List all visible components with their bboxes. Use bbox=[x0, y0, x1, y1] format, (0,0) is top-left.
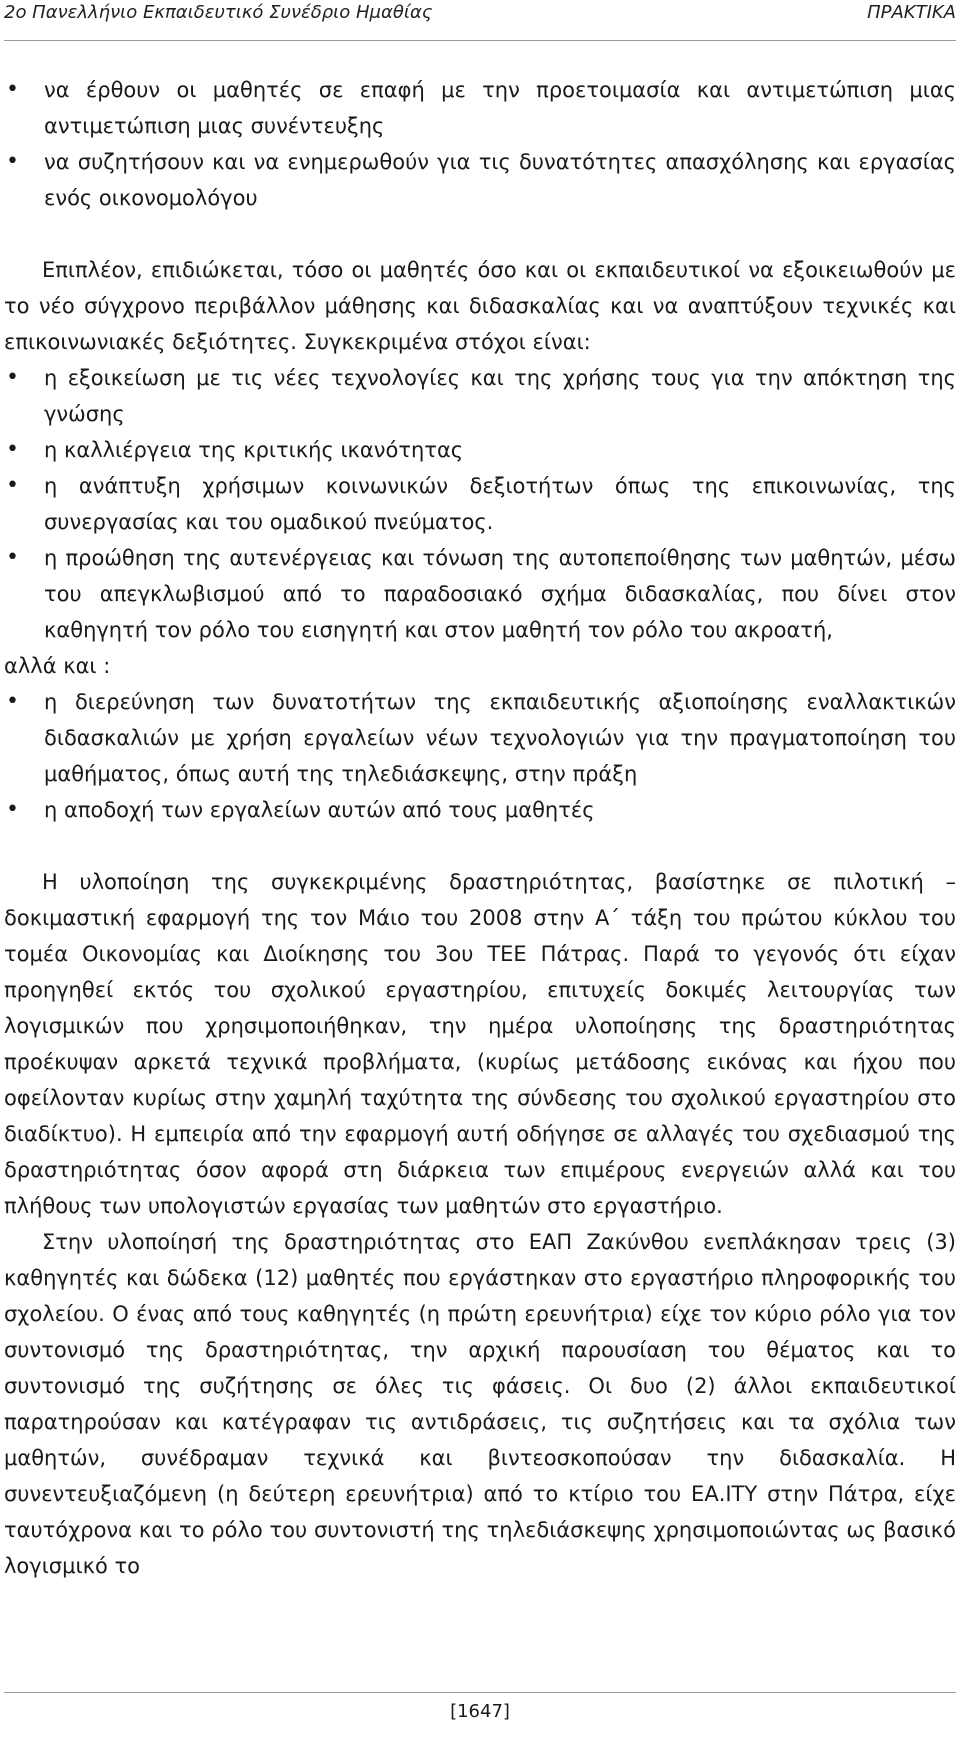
list-item: • να συζητήσουν και να ενημερωθούν για τις δυνατότητες απασχόλησης και εργασίας ενός οικονομολόγου bbox=[4, 144, 956, 216]
list-item: • η εξοικείωση με τις νέες τεχνολογίες και της χρήσης τους για την απόκτηση της γνώσης bbox=[4, 360, 956, 432]
section-label: ΠΡΑΚΤΙΚΑ bbox=[867, 2, 956, 23]
list-item: • η ανάπτυξη χρήσιμων κοινωνικών δεξιοτήτων όπως της επικοινωνίας, της συνεργασίας και του ομαδικού πνεύματος. bbox=[4, 468, 956, 540]
paragraph: Στην υλοποίησή της δραστηριότητας στο ΕΑΠ Ζακύνθου ενεπλάκησαν τρεις (3) καθηγητές και δώδεκα (12) μαθητές που εργάστηκαν στο εργαστήριο πληροφορικής του σχολείου. Ο ένας από τους καθηγητές (η πρώτη ερευνήτρια) είχε τον κύριο ρόλο για τον συντονισμό της δραστηριότητας, την αρχική παρουσίαση του θέματος και το συντονισμό της συζήτησης σε όλες τις φάσεις. Οι δυο (2) άλλοι εκπαιδευτικοί παρατηρούσαν και κατέγραφαν τις αντιδράσεις, τις συζητήσεις και τα σχόλια των μαθητών, συνέδραμαν τεχνικά και βιντεοσκοπούσαν την διδασκαλία. Η συνεντευξιαζόμενη (η δεύτερη ερευνήτρια) από το κτίριο του ΕΑ.ΙΤΥ στην Πάτρα, είχε ταυτόχρονα και το ρόλο του συντονιστή της τηλεδιάσκεψης χρησιμοποιώντας ως βασικό λογισμικό το bbox=[4, 1230, 956, 1578]
list-item: • η καλλιέργεια της κριτικής ικανότητας bbox=[4, 432, 956, 468]
paragraph: Επιπλέον, επιδιώκεται, τόσο οι μαθητές όσο και οι εκπαιδευτικοί να εξοικειωθούν με το νέο σύγχρονο περιβάλλον μάθησης και διδασκαλίας και να αναπτύξουν τεχνικές και επικοινωνιακές δεξιότητες. Συγκεκριμένα στόχοι είναι: bbox=[4, 258, 956, 354]
objectives-list-3 bbox=[4, 684, 956, 828]
objectives-list-2 bbox=[4, 360, 956, 648]
objectives-list-1 bbox=[4, 72, 956, 216]
paragraph: Η υλοποίηση της συγκεκριμένης δραστηριότητας, βασίστηκε σε πιλοτική – δοκιμαστική εφαρμογή της τον Μάιο του 2008 στην Α΄ τάξη του πρώτου κύκλου του τομέα Οικονομίας και Διοίκησης του 3ου ΤΕΕ Πάτρας. Παρά το γεγονός ότι είχαν προηγηθεί εκτός του σχολικού εργαστηρίου, επιτυχείς δοκιμές λειτουργίας των λογισμικών που χρησιμοποιήθηκαν, την ημέρα υλοποίησης της δραστηριότητας προέκυψαν αρκετά τεχνικά προβλήματα, (κυρίως μετάδοσης εικόνας και ήχου που οφείλονταν κυρίως στην χαμηλή ταχύτητα της σύνδεσης του σχολικού εργαστηρίου στο διαδίκτυο). Η εμπειρία από την εφαρμογή αυτή οδήγησε σε αλλαγές του σχεδιασμού της δραστηριότητας όσον αφορά στη διάρκεια των επιμέρους ενεργειών αλλά και του πλήθους των υπολογιστών εργασίας των μαθητών στο εργαστήριο. bbox=[4, 870, 956, 1218]
paragraph-lead: αλλά και : bbox=[4, 654, 111, 678]
conference-title: 2ο Πανελλήνιο Εκπαιδευτικό Συνέδριο Ημαθίας bbox=[4, 2, 433, 23]
page-header bbox=[4, 0, 956, 41]
page-footer bbox=[4, 1692, 956, 1743]
list-item: • η διερεύνηση των δυνατοτήτων της εκπαιδευτικής αξιοποίησης εναλλακτικών διδασκαλιών με χρήση εργαλείων νέων τεχνολογιών για την πραγματοποίηση του μαθήματος, όπως αυτή της τηλεδιάσκεψης, στην πράξη bbox=[4, 684, 956, 792]
page-number: [1647] bbox=[450, 1701, 510, 1722]
list-item: • να έρθουν οι μαθητές σε επαφή με την προετοιμασία και αντιμετώπιση μιας αντιμετώπιση μιας συνέντευξης bbox=[4, 72, 956, 144]
list-item: • η προώθηση της αυτενέργειας και τόνωση της αυτοπεποίθησης των μαθητών, μέσω του απεγκλωβισμού από το παραδοσιακό σχήμα διδασκαλίας, που δίνει στον καθηγητή τον ρόλο του εισηγητή και στον μαθητή τον ρόλο του ακροατή, bbox=[4, 540, 956, 648]
page-body bbox=[4, 72, 956, 1584]
list-item: • η αποδοχή των εργαλείων αυτών από τους μαθητές bbox=[4, 792, 956, 828]
